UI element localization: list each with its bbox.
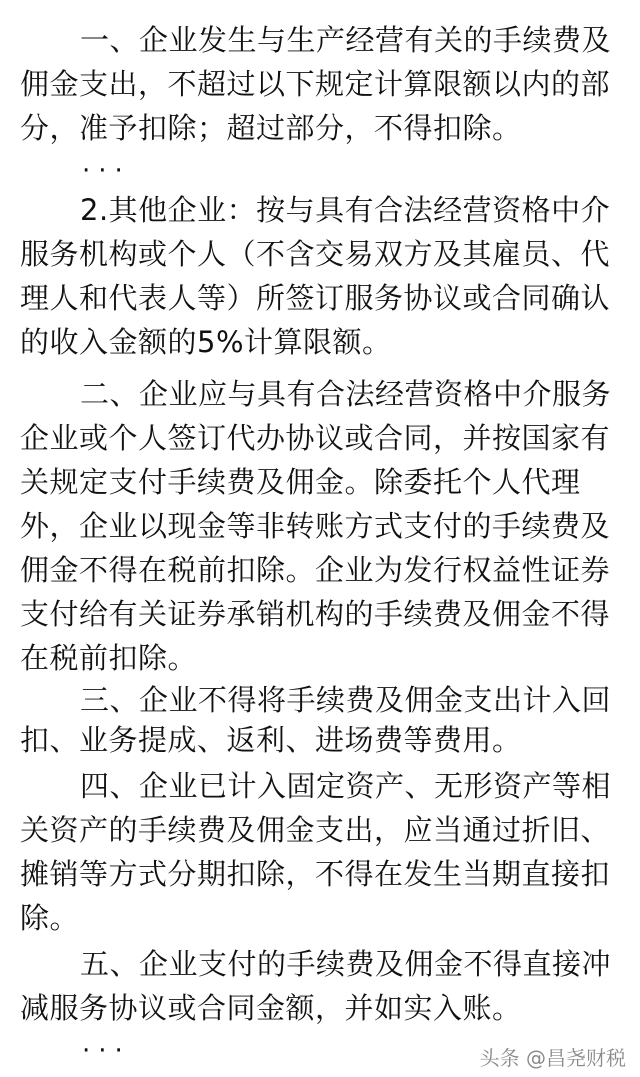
paragraph-6-line-2: 减服务协议或合同金额，并如实入账。 <box>20 991 522 1025</box>
paragraph-4-line-1: 三、企业不得将手续费及佣金支出计入回 <box>80 683 612 717</box>
ellipsis-top: ··· <box>82 156 131 186</box>
paragraph-3-line-2: 企业或个人签订代办协议或合同，并按国家有 <box>20 421 611 455</box>
paragraph-2-line-4: 的收入金额的5%计算限额。 <box>20 325 392 359</box>
paragraph-1-line-3: 分，准予扣除；超过部分，不得扣除。 <box>20 111 522 145</box>
paragraph-5-line-2: 关资产的手续费及佣金支出，应当通过折旧、 <box>20 813 611 847</box>
paragraph-2-line-2: 服务机构或个人（不含交易双方及其雇员、代 <box>20 237 611 271</box>
paragraph-2-line-1: 2.其他企业：按与具有合法经营资格中介 <box>80 193 611 227</box>
paragraph-6-line-1: 五、企业支付的手续费及佣金不得直接冲 <box>80 947 612 981</box>
watermark-text: 头条 @昌尧财税 <box>479 1046 626 1070</box>
paragraph-3-line-4: 外，企业以现金等非转账方式支付的手续费及 <box>20 509 611 543</box>
paragraph-1-line-1: 一、企业发生与生产经营有关的手续费及 <box>80 23 612 57</box>
paragraph-3-line-3: 关规定支付手续费及佣金。除委托个人代理 <box>20 465 581 499</box>
paragraph-5-line-1: 四、企业已计入固定资产、无形资产等相 <box>80 769 612 803</box>
paragraph-5-line-4: 除。 <box>20 901 80 935</box>
paragraph-2-line-3: 理人和代表人等）所签订服务协议或合同确认 <box>20 281 611 315</box>
paragraph-3-line-6: 支付给有关证券承销机构的手续费及佣金不得 <box>20 597 611 631</box>
ellipsis-bottom: ··· <box>82 1036 131 1066</box>
paragraph-1-line-2: 佣金支出，不超过以下规定计算限额以内的部 <box>20 67 611 101</box>
paragraph-3-line-5: 佣金不得在税前扣除。企业为发行权益性证券 <box>20 553 611 587</box>
paragraph-3-line-7: 在税前扣除。 <box>20 641 198 675</box>
paragraph-3-line-1: 二、企业应与具有合法经营资格中介服务 <box>80 377 612 411</box>
paragraph-4-line-2: 扣、业务提成、返利、进场费等费用。 <box>20 723 522 757</box>
paragraph-5-line-3: 摊销等方式分期扣除，不得在发生当期直接扣 <box>20 857 611 891</box>
